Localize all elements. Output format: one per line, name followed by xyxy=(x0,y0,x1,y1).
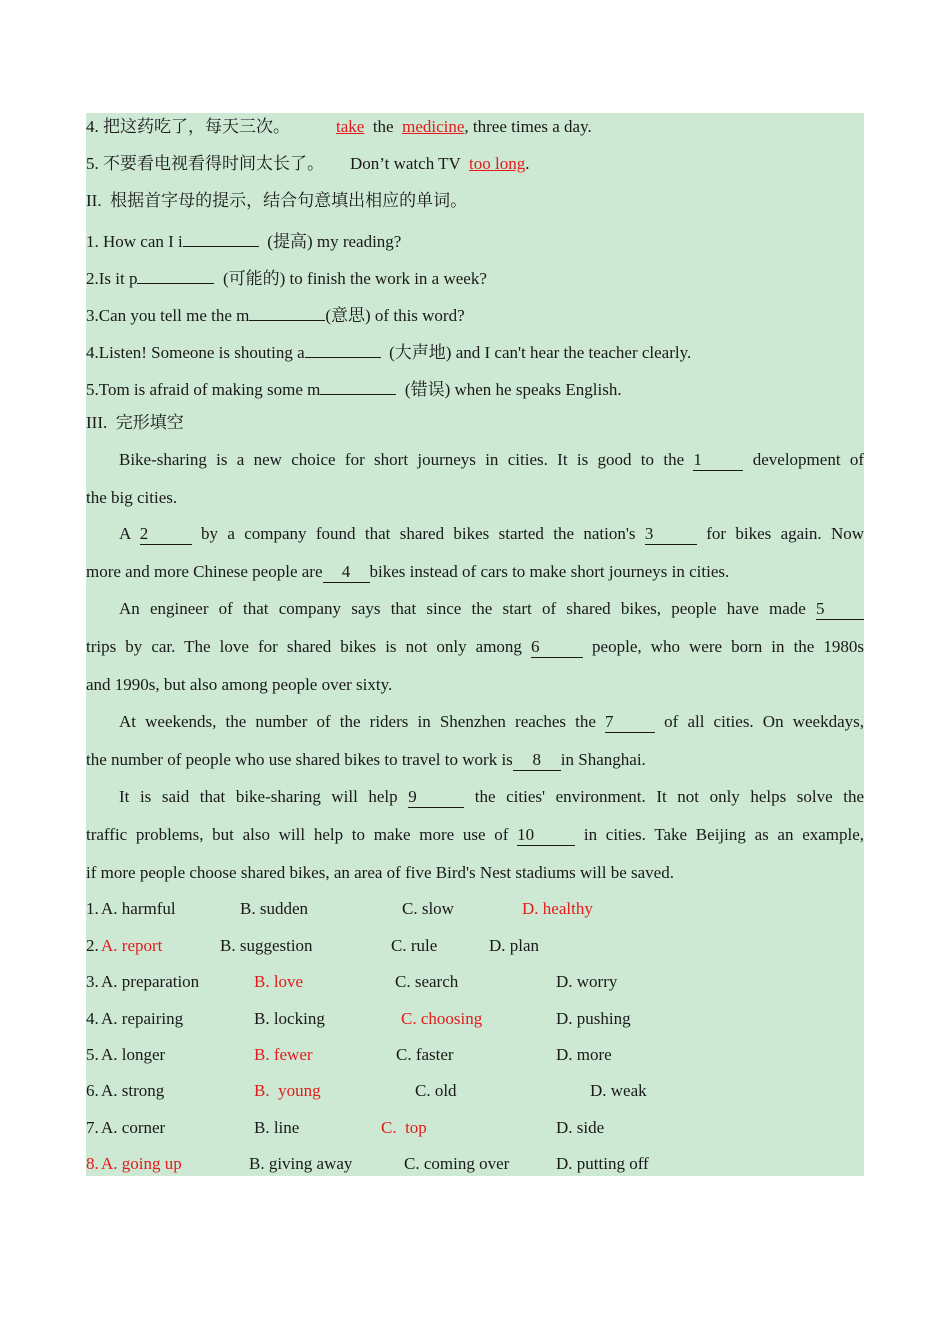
option-c: C. rule xyxy=(391,936,438,955)
blank-6: 6 xyxy=(531,637,583,658)
option-d: D. plan xyxy=(489,936,540,955)
option-d: D. side xyxy=(556,1118,605,1137)
passage-p5-line2: traffic problems, but also will help to make more use of 10 in cities. Take Beijing as an example, xyxy=(86,825,865,844)
option-b-correct: B. young xyxy=(254,1081,321,1100)
option-d: D. pushing xyxy=(556,1009,631,1028)
fill-item-3: 3.Can you tell me the m (意思) of this word? xyxy=(86,300,465,324)
option-a: A. strong xyxy=(101,1081,165,1100)
passage-p3-line2: trips by car. The love for shared bikes is not only among 6 people, who were born in the 1980s xyxy=(86,637,865,656)
section-heading-3: III. 完形填空 xyxy=(86,413,184,432)
option-a: A. corner xyxy=(101,1118,166,1137)
option-c: C. coming over xyxy=(404,1154,510,1173)
option-d: D. putting off xyxy=(556,1154,649,1173)
option-num: 2. xyxy=(86,936,99,955)
fill-item-1: 1. How can I i (提高) my reading? xyxy=(86,226,401,250)
option-num: 4. xyxy=(86,1009,99,1028)
option-b-correct: B. love xyxy=(254,972,304,991)
option-d: D. weak xyxy=(590,1081,647,1100)
blank-9: 9 xyxy=(408,787,464,808)
option-c: C. search xyxy=(395,972,459,991)
option-num: 7. xyxy=(86,1118,99,1137)
passage-p1-line1: Bike-sharing is a new choice for short journeys in cities. It is good to the 1 development of xyxy=(119,450,865,469)
blank-3: 3 xyxy=(645,524,697,545)
fill-item-5: 5.Tom is afraid of making some m (错误) when he speaks English. xyxy=(86,374,622,398)
option-b: B. sudden xyxy=(240,899,308,918)
option-b: B. giving away xyxy=(249,1154,353,1173)
option-num: 1. xyxy=(86,899,99,918)
translation-item-5: 5. 不要看电视看得时间太长了。 Don’t watch TV too long. xyxy=(86,154,530,173)
option-b: B. line xyxy=(254,1118,300,1137)
option-c: C. faster xyxy=(396,1045,454,1064)
option-b-correct: B. fewer xyxy=(254,1045,313,1064)
passage-p2-line2: more and more Chinese people are 4 bikes instead of cars to make short journeys in cities. xyxy=(86,562,730,581)
option-a: A. repairing xyxy=(101,1009,184,1028)
option-a-correct: A. report xyxy=(101,936,163,955)
blank-5: 5 xyxy=(816,599,864,620)
option-d-correct: D. healthy xyxy=(522,899,593,918)
option-d: D. worry xyxy=(556,972,618,991)
option-num: 3. xyxy=(86,972,99,991)
translation-item-4: 4. 把这药吃了，每天三次。 take the medicine, three times a day. xyxy=(86,117,592,136)
option-num: 8. xyxy=(86,1154,99,1173)
fill-item-4: 4.Listen! Someone is shouting a (大声地) and I can't hear the teacher clearly. xyxy=(86,337,691,361)
option-c: C. old xyxy=(415,1081,457,1100)
blank-1: 1 xyxy=(693,450,743,471)
blank-10: 10 xyxy=(517,825,575,846)
option-c-correct: C. top xyxy=(381,1118,427,1137)
option-a: A. harmful xyxy=(101,899,176,918)
option-a: A. longer xyxy=(101,1045,166,1064)
option-b: B. suggestion xyxy=(220,936,313,955)
option-num: 5. xyxy=(86,1045,99,1064)
passage-p4-line1: At weekends, the number of the riders in Shenzhen reaches the 7 of all cities. On weekdays, xyxy=(119,712,864,731)
option-b: B. locking xyxy=(254,1009,325,1028)
passage-p2-line1: A 2 by a company found that shared bikes started the nation's 3 for bikes again. Now xyxy=(119,524,865,543)
fill-item-2: 2.Is it p (可能的) to finish the work in a week? xyxy=(86,263,487,287)
passage-p3-line3: and 1990s, but also among people over sixty. xyxy=(86,675,393,694)
blank-2: 2 xyxy=(140,524,192,545)
option-a: A. preparation xyxy=(101,972,200,991)
option-a-correct: A. going up xyxy=(101,1154,182,1173)
option-c-correct: C. choosing xyxy=(401,1009,483,1028)
blank-7: 7 xyxy=(605,712,655,733)
option-d: D. more xyxy=(556,1045,612,1064)
option-c: C. slow xyxy=(402,899,454,918)
passage-p5-line1: It is said that bike-sharing will help 9 the cities' environment. It not only helps solve the xyxy=(119,787,865,806)
option-num: 6. xyxy=(86,1081,99,1100)
passage-p3-line1: An engineer of that company says that since the start of shared bikes, people have made 5 xyxy=(86,597,864,621)
section-heading-2: II. 根据首字母的提示，结合句意填出相应的单词。 xyxy=(86,191,468,210)
passage-p1-line2: the big cities. xyxy=(86,488,178,507)
passage-p5-line3: if more people choose shared bikes, an area of five Bird's Nest stadiums will be saved. xyxy=(86,863,674,882)
blank-4: 4 xyxy=(323,562,370,583)
blank-8: 8 xyxy=(513,750,561,771)
passage-p4-line2: the number of people who use shared bikes to travel to work is 8 in Shanghai. xyxy=(86,750,646,769)
